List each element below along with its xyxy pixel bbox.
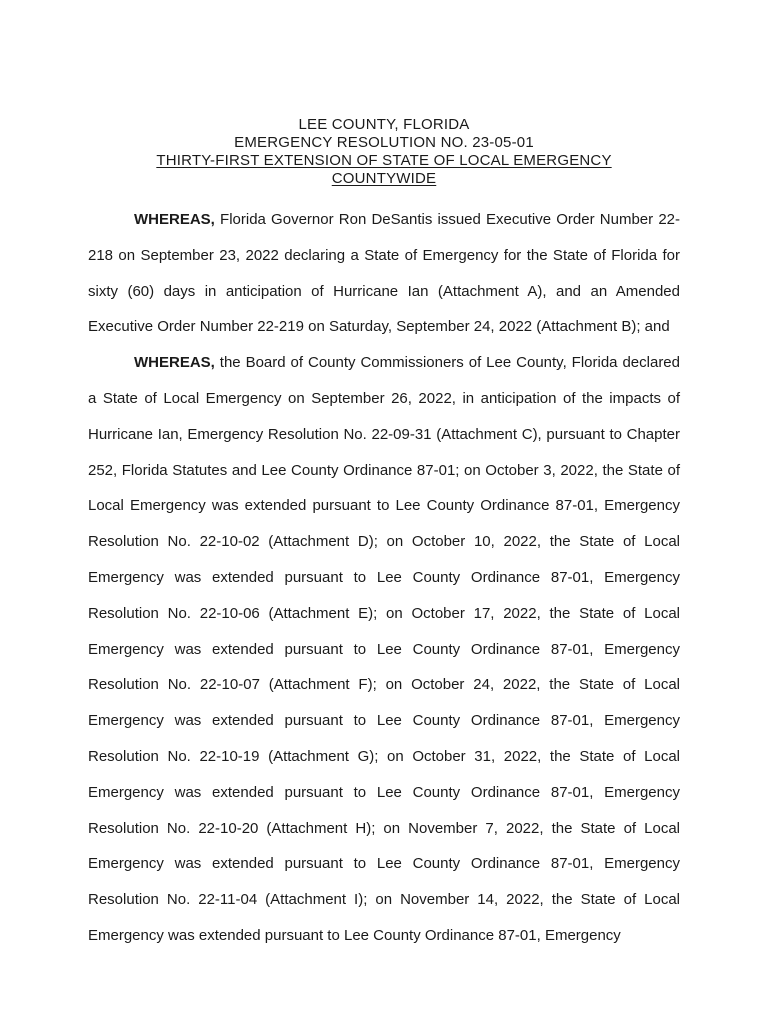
- resolution-number: EMERGENCY RESOLUTION NO. 23-05-01: [234, 134, 534, 151]
- paragraph-text: Florida Governor Ron DeSantis issued Executive Order Number 22-218 on September 23, 2022 declaring a State of Emergency for the State of Florida for sixty (60) days in anticipation of Hurricane Ian (Attachment A), and an Amended Executive Order Number 22-219 on Saturday, September 24, 2022 (Attachment B); and: [88, 211, 680, 336]
- county-name: LEE COUNTY, FLORIDA: [298, 116, 470, 133]
- document-heading: [88, 116, 680, 188]
- document-body: [88, 202, 680, 954]
- paragraph-text: the Board of County Commissioners of Lee County, Florida declared a State of Local Emergency on September 26, 2022, in anticipation of the impacts of Hurricane Ian, Emergency Resolution No. 22-09-31 (Attachment C), pursuant to Chapter 252, Florida Statutes and Lee County Ordinance 87-01; on October 3, 2022, the State of Local Emergency was extended pursuant to Lee County Ordinance 87-01, Emergency Resolution No. 22-10-02 (Attachment D); on October 10, 2022, the State of Local Emergency was extended pursuant to Lee County Ordinance 87-01, Emergency Resolution No. 22-10-06 (Attachment E); on October 17, 2022, the State of Local Emergency was extended pursuant to Lee County Ordinance 87-01, Emergency Resolution No. 22-10-07 (Attachment F); on October 24, 2022, the State of Local Emergency was extended pursuant to Lee County Ordinance 87-01, Emergency Resolution No. 22-10-19 (Attachment G); on October 31, 2022, the State of Local Emergency was extended pursuant to Lee County Ordinance 87-01, Emergency Resolution No. 22-10-20 (Attachment H); on November 7, 2022, the State of Local Emergency was extended pursuant to Lee County Ordinance 87-01, Emergency Resolution No. 22-11-04 (Attachment I); on November 14, 2022, the State of Local Emergency was extended pursuant to Lee County Ordinance 87-01, Emergency: [88, 354, 680, 944]
- whereas-lead: WHEREAS,: [134, 354, 215, 372]
- whereas-lead: WHEREAS,: [134, 211, 215, 228]
- whereas-paragraph-2: [88, 345, 680, 954]
- resolution-scope: COUNTYWIDE: [331, 170, 437, 187]
- resolution-title: THIRTY-FIRST EXTENSION OF STATE OF LOCAL EMERGENCY: [156, 152, 612, 169]
- whereas-paragraph-1: [88, 202, 680, 345]
